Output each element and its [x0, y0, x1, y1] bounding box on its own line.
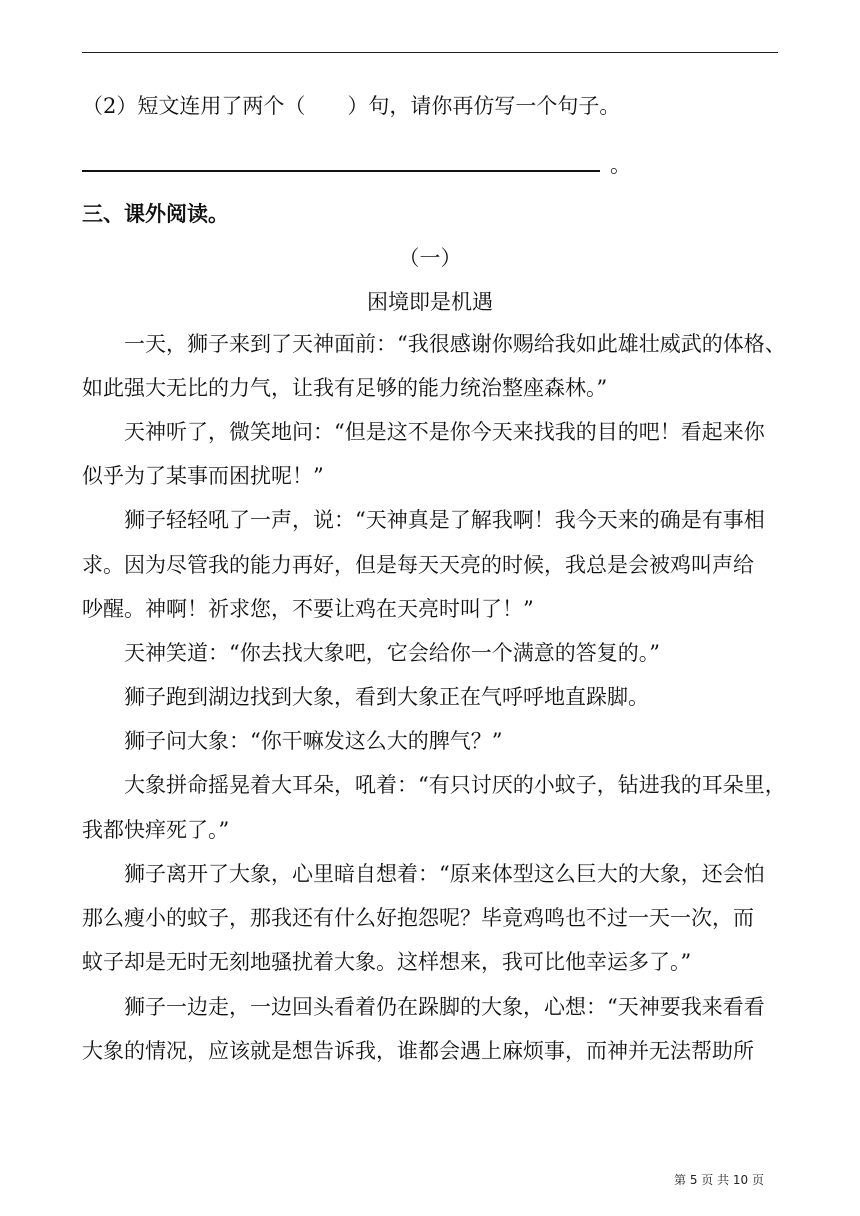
- paragraph-line: 天神听了，微笑地问：“但是这不是你今天来找我的目的吧！看起来你: [124, 420, 765, 444]
- paragraph-line: 狮子跑到湖边找到大象，看到大象正在气呼呼地直跺脚。: [124, 685, 649, 709]
- paragraph-line: 蚊子却是无时无刻地骚扰着大象。这样想来，我可比他幸运多了。”: [82, 950, 692, 974]
- paragraph-line: 狮子离开了大象，心里暗自想着：“原来体型这么巨大的大象，还会怕: [124, 862, 765, 886]
- page-number: 第 5 页 共 10 页: [674, 1173, 764, 1187]
- paragraph-line: 一天，狮子来到了天神面前：“我很感谢你赐给我如此雄壮威武的体格、: [124, 332, 786, 356]
- paragraph-line: 那么瘦小的蚊子，那我还有什么好抱怨呢？毕竟鸡鸣也不过一天一次，而: [82, 906, 754, 930]
- paragraph-line: 天神笑道：“你去找大象吧，它会给你一个满意的答复的。”: [124, 641, 660, 665]
- question-2-text: （2）短文连用了两个（ ）句，请你再仿写一个句子。: [82, 94, 621, 118]
- paragraph-line: 狮子一边走，一边回头看着仍在跺脚的大象，心想：“天神要我来看看: [124, 995, 765, 1019]
- paragraph-line: 似乎为了某事而困扰呢！”: [82, 464, 324, 488]
- header-rule: [82, 52, 778, 53]
- answer-blank[interactable]: [82, 152, 600, 172]
- paragraph-line: 我都快痒死了。”: [82, 818, 230, 842]
- paragraph-line: 狮子轻轻吼了一声，说：“天神真是了解我啊！我今天来的确是有事相: [124, 508, 765, 532]
- paragraph-line: 大象的情况，应该就是想告诉我，谁都会遇上麻烦事，而神并无法帮助所: [82, 1039, 754, 1063]
- paragraph-line: 大象拼命摇晃着大耳朵，吼着：“有只讨厌的小蚊子，钻进我的耳朵里，: [124, 773, 786, 797]
- article-title: 困境即是机遇: [367, 290, 493, 314]
- answer-end-mark: 。: [610, 153, 631, 177]
- section-heading: 三、课外阅读。: [82, 201, 229, 226]
- part-label: （一）: [398, 246, 462, 270]
- paragraph-line: 吵醒。神啊！祈求您，不要让鸡在天亮时叫了！”: [82, 597, 534, 621]
- paragraph-line: 狮子问大象：“你干嘛发这么大的脾气？”: [124, 729, 503, 753]
- paragraph-line: 如此强大无比的力气，让我有足够的能力统治整座森林。”: [82, 376, 608, 400]
- paragraph-line: 求。因为尽管我的能力再好，但是每天天亮的时候，我总是会被鸡叫声给: [82, 553, 754, 577]
